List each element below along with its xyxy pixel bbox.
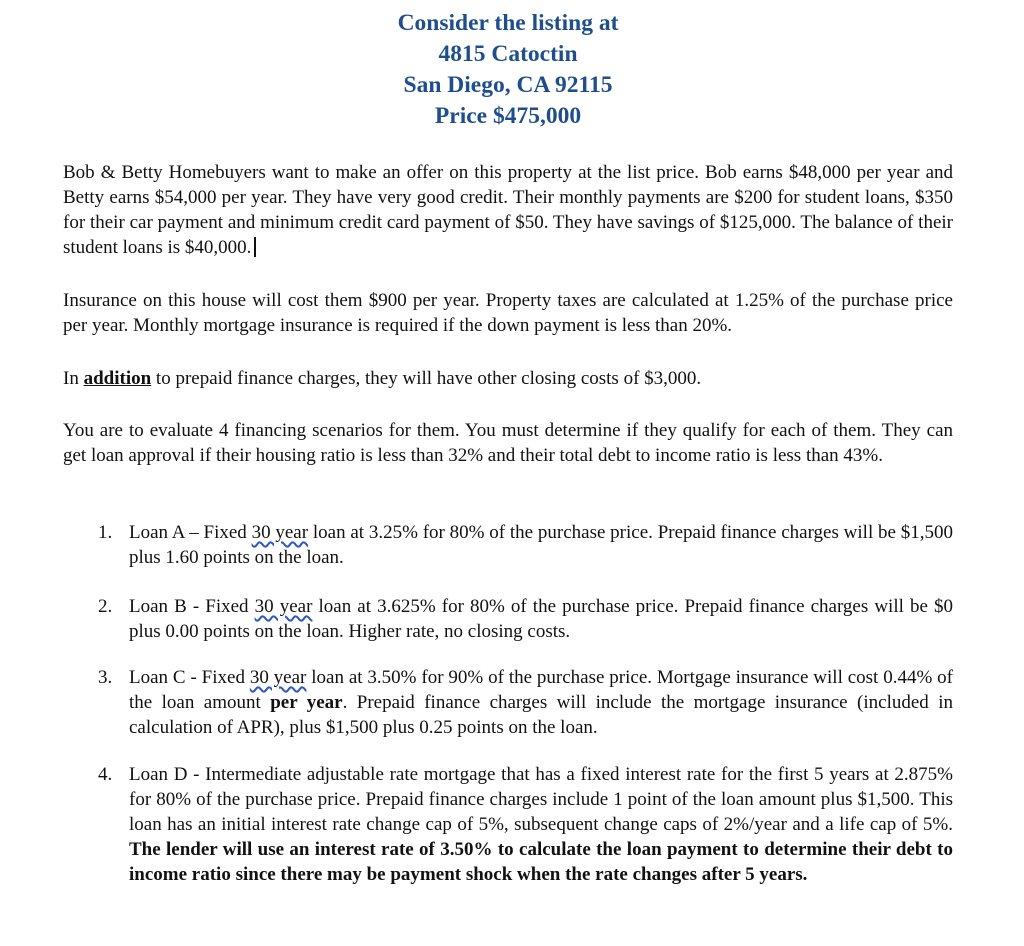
evaluate-text: You are to evaluate 4 financing scenarios for them. You must determine if they qualify for each of them. They can get loan approval if their housing ratio is less than 32% and their total debt to income ratio is less than 43%. bbox=[63, 420, 953, 466]
loan-b-lead: Loan B - Fixed bbox=[129, 596, 255, 617]
loan-a-term-spellcheck[interactable]: 30 year bbox=[251, 522, 309, 543]
loan-b-item bbox=[98, 594, 953, 644]
loan-a-item bbox=[98, 520, 953, 570]
list-number: 1. bbox=[98, 522, 113, 543]
loan-b-term-spellcheck[interactable]: 30 year bbox=[254, 596, 313, 617]
insurance-text: Insurance on this house will cost them $900 per year. Property taxes are calculated at 1.25% of the purchase price per year. Monthly mortgage insurance is required if the down payment is less than 20%. bbox=[63, 290, 953, 336]
header-address: 4815 Catoctin bbox=[438, 41, 578, 67]
loan-c-bold: per year bbox=[270, 692, 343, 713]
closing-prefix: In bbox=[63, 368, 84, 389]
list-number: 4. bbox=[98, 764, 113, 785]
loan-a-lead: Loan A – Fixed bbox=[129, 522, 252, 543]
loan-b-rest: loan at 3.625% for 80% of the purchase price. Prepaid finance charges will be $0 plus 0.00 points on the loan. Higher rate, no closing costs. bbox=[129, 596, 953, 642]
loan-c-term-spellcheck[interactable]: 30 year bbox=[249, 667, 307, 688]
list-number: 2. bbox=[98, 596, 113, 617]
list-number: 3. bbox=[98, 667, 113, 688]
intro-text: Bob & Betty Homebuyers want to make an offer on this property at the list price. Bob earns $48,000 per year and Betty earns $54,000 per year. They have very good credit. Their monthly payments are $200 for student loans, $350 for their car payment and minimum credit card payment of $50. They have savings of $125,000. The balance of their student loans is $40,000. bbox=[63, 162, 953, 258]
loan-c-item bbox=[98, 665, 953, 740]
closing-emphasis: addition bbox=[83, 368, 152, 389]
text-cursor bbox=[254, 237, 256, 257]
header-price: Price $475,000 bbox=[434, 103, 582, 129]
loan-c-tail: . Prepaid finance charges will include the mortgage insurance (included in calculation of APR), plus $1,500 plus 0.25 points on the loan. bbox=[129, 692, 953, 738]
loan-c-rest: loan at 3.50% for 90% of the purchase price. Mortgage insurance will cost 0.44% of the loan amount bbox=[129, 667, 953, 713]
loan-c-lead: Loan C - Fixed bbox=[129, 667, 250, 688]
closing-suffix: to prepaid finance charges, they will have other closing costs of $3,000. bbox=[151, 368, 702, 389]
header-city: San Diego, CA 92115 bbox=[403, 72, 613, 98]
loan-d-bold: The lender will use an interest rate of 3.50% to calculate the loan payment to determine their debt to income ratio since there may be payment shock when the rate changes after 5 years. bbox=[129, 839, 953, 885]
listing-header bbox=[0, 8, 1016, 132]
loan-d-item bbox=[98, 762, 953, 887]
loan-a-rest: loan at 3.25% for 80% of the purchase price. Prepaid finance charges will be $1,500 plus 1.60 points on the loan. bbox=[129, 522, 953, 568]
intro-paragraph[interactable] bbox=[63, 160, 953, 260]
loan-d-text: Loan D - Intermediate adjustable rate mortgage that has a fixed interest rate for the first 5 years at 2.875% for 80% of the purchase price. Prepaid finance charges include 1 point of the loan amount plus $1,500. This loan has an initial interest rate change cap of 5%, subsequent change caps of 2%/year and a life cap of 5%. bbox=[129, 764, 953, 835]
insurance-paragraph bbox=[63, 288, 953, 338]
header-line-intro: Consider the listing at bbox=[397, 10, 619, 36]
closing-costs-paragraph bbox=[63, 366, 953, 391]
evaluate-paragraph bbox=[63, 418, 953, 468]
